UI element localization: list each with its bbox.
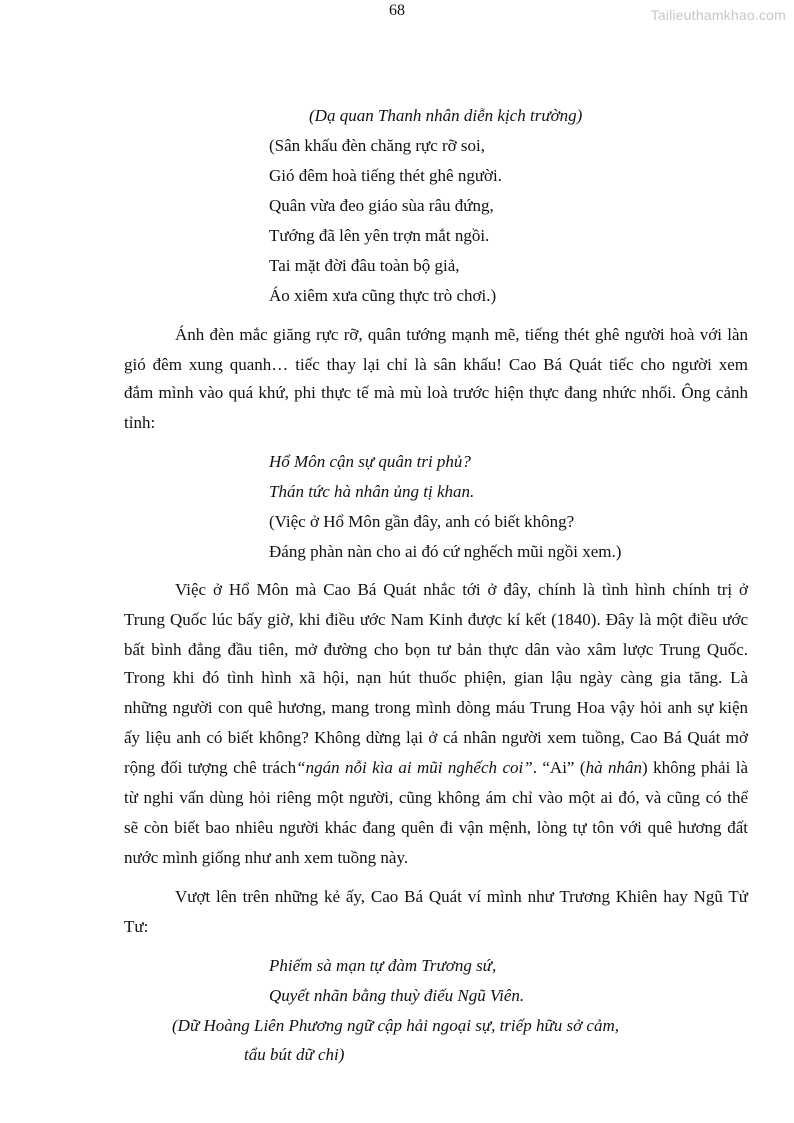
para2-line: nước mình giống như anh xem tuồng này. xyxy=(124,848,409,867)
para1-line: đắm mình vào quá khứ, phi thực tế mà mù loà trước hiện thực đang nhức nhối. Ông cảnh xyxy=(124,383,748,402)
para2-line: từ nghi vấn dùng hỏi riêng một người, cũng không ám chỉ vào một ai đó, và cũng có thể xyxy=(124,788,748,807)
poem2-line: Đáng phàn nàn cho ai đó cứ nghếch mũi ngồi xem.) xyxy=(269,542,622,561)
poem1-line: (Sân khấu đèn chăng rực rỡ soi, xyxy=(269,136,486,155)
para2-text: . “Ai” ( xyxy=(532,758,586,777)
para2-line: bất bình đẳng đầu tiên, mở đường cho bọn tư bản thực dân vào xâm lược Trung Quốc. xyxy=(124,640,748,659)
poem3-line: Quyết nhãn bằng thuỳ điếu Ngũ Viên. xyxy=(269,986,525,1005)
para2-line: Trong khi đó tình hình xã hội, nạn hút thuốc phiện, gian lậu ngày càng gia tăng. Là xyxy=(124,668,748,687)
para1-line: Ánh đèn mắc giăng rực rỡ, quân tướng mạnh mẽ, tiếng thét ghê người hoà với làn xyxy=(175,325,748,344)
para2-line: Việc ở Hổ Môn mà Cao Bá Quát nhắc tới ở đây, chính là tình hình chính trị ở xyxy=(175,580,748,599)
poem3-line: Phiếm sà mạn tự đàm Trương sứ, xyxy=(269,956,497,975)
poem1-title: (Dạ quan Thanh nhân diễn kịch trường) xyxy=(309,106,583,125)
para2-line-mixed xyxy=(124,758,748,778)
quoted-verse: “ngán nỗi kìa ai mũi nghếch coi” xyxy=(296,758,533,777)
page-number: 68 xyxy=(389,2,405,19)
quoted-term: hà nhân xyxy=(585,758,642,777)
para2-text: rộng đối tượng chê trách xyxy=(124,758,297,777)
para3-line: Tư: xyxy=(124,917,149,936)
poem1-line: Tướng đã lên yên trợn mắt ngồi. xyxy=(269,226,490,245)
poem2-line: (Việc ở Hổ Môn gần đây, anh có biết không? xyxy=(269,512,575,531)
poem2-line: Hổ Môn cận sự quân tri phủ? xyxy=(269,452,471,471)
para2-line: sẽ còn biết bao nhiêu người khác đang quên đi vận mệnh, lòng tự tôn với quê hương đất xyxy=(124,818,748,837)
poem2-line: Thán tức hà nhân ủng tị khan. xyxy=(269,482,475,501)
poem1-line: Tai mặt đời đâu toàn bộ giả, xyxy=(269,256,460,275)
poem3-source: tẩu bút dữ chi) xyxy=(244,1045,345,1064)
para2-line: những người con quê hương, mang trong mình dòng máu Trung Hoa vậy hỏi anh sự kiện xyxy=(124,698,748,717)
poem1-line: Gió đêm hoà tiếng thét ghê người. xyxy=(269,166,503,185)
para2-line: Trung Quốc lúc bấy giờ, khi điều ước Nam Kinh được kí kết (1840). Đây là một điều ước xyxy=(124,610,748,629)
para2-text: ) không phải là xyxy=(642,758,748,777)
para1-line: tỉnh: xyxy=(124,413,156,432)
poem1-line: Quân vừa đeo giáo sùa râu đứng, xyxy=(269,196,494,215)
para2-line: ấy liệu anh có biết không? Không dừng lại ở cá nhân người xem tuồng, Cao Bá Quát mở xyxy=(124,728,748,747)
poem1-line: Áo xiêm xưa cũng thực trò chơi.) xyxy=(269,286,497,305)
para1-line: gió đêm xung quanh… tiếc thay lại chỉ là sân khấu! Cao Bá Quát tiếc cho người xem xyxy=(124,355,748,374)
watermark: Tailieuthamkhao.com xyxy=(650,7,786,23)
poem3-source: (Dữ Hoàng Liên Phương ngữ cập hải ngoại sự, triếp hữu sở cảm, xyxy=(172,1016,619,1035)
para3-line: Vượt lên trên những kẻ ấy, Cao Bá Quát ví mình như Trương Khiên hay Ngũ Tử xyxy=(175,887,748,906)
